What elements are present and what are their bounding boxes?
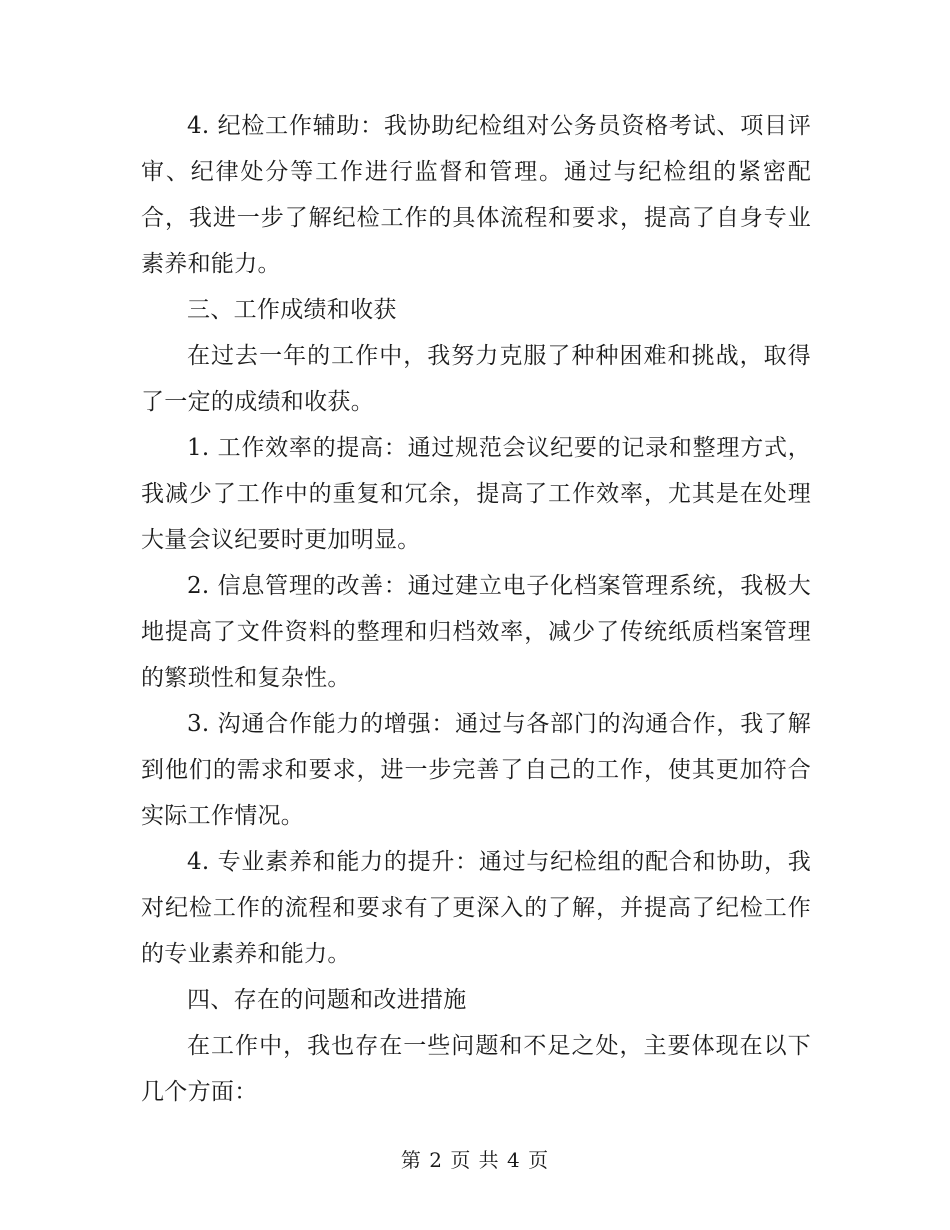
page-number-footer: 第 2 页 共 4 页 bbox=[400, 1148, 550, 1172]
paragraph-item-2-information-management: 2. 信息管理的改善：通过建立电子化档案管理系统，我极大地提高了文件资料的整理和归档效率，减少了传统纸质档案管理的繁琐性和复杂性。 bbox=[141, 573, 811, 691]
paragraph-problems-intro: 在工作中，我也存在一些问题和不足之处，主要体现在以下几个方面： bbox=[141, 1033, 811, 1105]
paragraph-item-3-communication: 3. 沟通合作能力的增强：通过与各部门的沟通合作，我了解到他们的需求和要求，进一步完善了自己的工作，使其更加符合实际工作情况。 bbox=[141, 711, 811, 829]
document-body bbox=[141, 103, 811, 1115]
paragraph-item-4-professional-skills: 4. 专业素养和能力的提升：通过与纪检组的配合和协助，我对纪检工作的流程和要求有了更深入的了解，并提高了纪检工作的专业素养和能力。 bbox=[141, 849, 811, 967]
paragraph-item-1-efficiency: 1. 工作效率的提高：通过规范会议纪要的记录和整理方式，我减少了工作中的重复和冗余，提高了工作效率，尤其是在处理大量会议纪要时更加明显。 bbox=[141, 435, 811, 553]
paragraph-achievements-intro: 在过去一年的工作中，我努力克服了种种困难和挑战，取得了一定的成绩和收获。 bbox=[141, 343, 811, 415]
paragraph-item-4-discipline-support: 4. 纪检工作辅助：我协助纪检组对公务员资格考试、项目评审、纪律处分等工作进行监督和管理。通过与纪检组的紧密配合，我进一步了解纪检工作的具体流程和要求，提高了自身专业素养和能力。 bbox=[141, 113, 811, 277]
section-heading-problems: 四、存在的问题和改进措施 bbox=[187, 987, 467, 1013]
section-heading-achievements: 三、工作成绩和收获 bbox=[187, 297, 397, 323]
